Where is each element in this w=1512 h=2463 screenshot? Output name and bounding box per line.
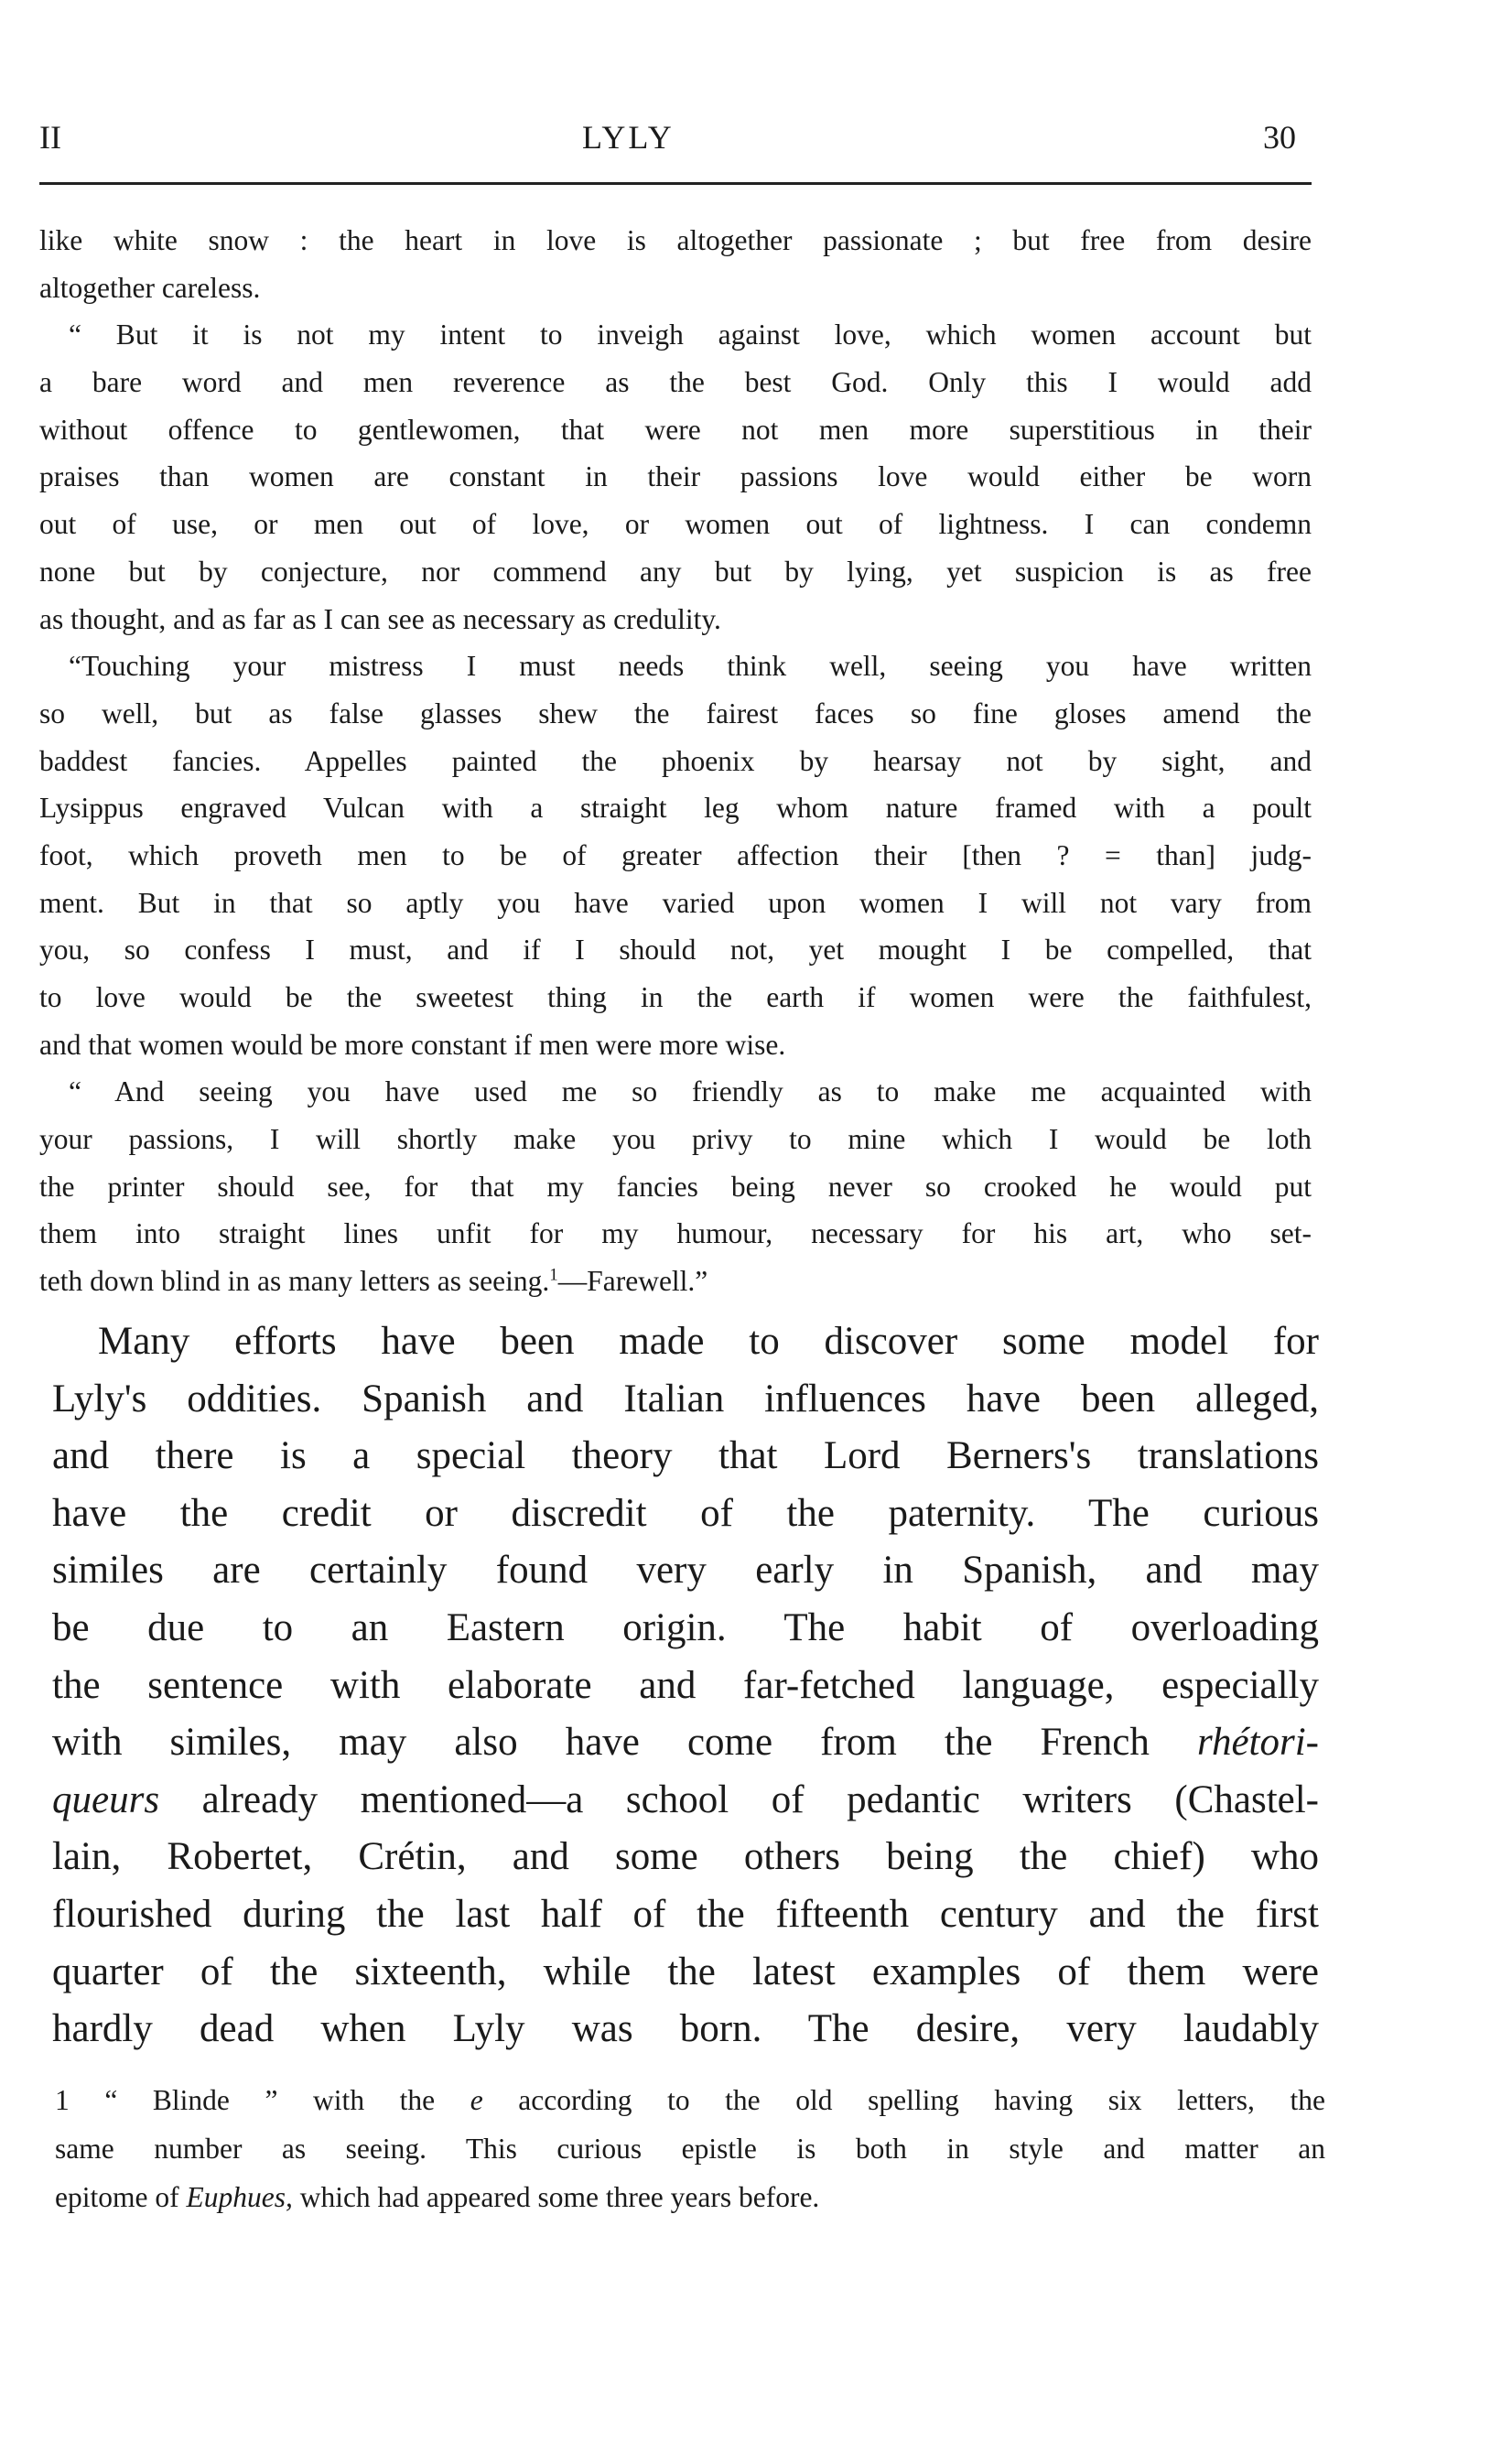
quoted-paragraph-line [39,832,1312,880]
section-number: II [39,119,61,156]
running-title: LYLY [582,119,675,156]
footnote [55,2076,1325,2221]
main-paragraph-line [52,1313,1319,1371]
text-run: ment. But in that so aptly you have varied upon women I will not vary from [39,886,1312,919]
text-run: like white snow : the heart in love is altogether passionate ; but free from desire [39,224,1312,256]
text-run: none but by conjecture, nor commend any but by lying, yet suspicion is as free [39,555,1312,588]
text-run: “ But it is not my intent to inveigh against love, which women account but [69,319,1312,351]
quoted-paragraph-line [39,926,1312,974]
quoted-paragraph-line [39,643,1312,690]
text-run: and there is a special theory that Lord Berners's translations [52,1434,1319,1478]
text-run: Lyly's oddities. Spanish and Italian influences have been alleged, [52,1377,1319,1421]
text-run: foot, which proveth men to be of greater affection their [then ? = than] judg- [39,838,1312,871]
quoted-paragraph-line [39,1163,1312,1211]
main-paragraph-line [52,1485,1319,1543]
italic-text: Euphues, [186,2181,293,2213]
text-run: to love would be the sweetest thing in the earth if women were the faithfulest, [39,981,1312,1013]
quoted-paragraph-line [39,548,1312,596]
quoted-paragraph-line [39,738,1312,785]
text-run: —Farewell.” [557,1265,708,1298]
text-run: similes are certainly found very early in Spanish, and may [52,1549,1319,1593]
text-run: and that women would be more constant if men were more wise. [39,1028,786,1061]
text-run: hardly dead when Lyly was born. The desire, very laudably [52,2007,1319,2051]
text-run: without offence to gentlewomen, that were not men more superstitious in their [39,413,1312,446]
text-run: lain, Robertet, Crétin, and some others being the chief) who [52,1835,1319,1879]
text-run: your passions, I will shortly make you privy to mine which I would be loth [39,1123,1312,1156]
main-paragraph [52,1313,1319,2058]
quoted-paragraph-line [39,1116,1312,1163]
text-run: have the credit or discredit of the paternity. The curious [52,1491,1319,1535]
quoted-paragraph-line [39,217,1312,265]
quoted-paragraph-line [39,1021,1312,1069]
footnote-line [55,2076,1325,2124]
main-paragraph-line [52,1658,1319,1715]
main-paragraph-line [52,1428,1319,1485]
main-paragraph-line [52,1829,1319,1886]
text-run: altogether careless. [39,271,261,304]
text-run: a bare word and men reverence as the best God. Only this I would add [39,366,1312,399]
text-run: quarter of the sixteenth, while the latest examples of them were [52,1950,1319,1993]
main-paragraph-line [52,1772,1319,1830]
quoted-paragraph-line [39,265,1312,312]
quoted-paragraph-line [39,974,1312,1021]
quoted-paragraph-line [39,880,1312,927]
text-run: according to the old spelling having six letters, the [482,2084,1325,2116]
text-run: the printer should see, for that my fancies being never so crooked he would put [39,1170,1312,1203]
text-run: teth down blind in as many letters as seeing. [39,1265,550,1298]
main-paragraph-line [52,1542,1319,1600]
text-run: same number as seeing. This curious epistle is both in style and matter an [55,2133,1325,2165]
quoted-paragraph-line [39,596,1312,643]
text-run: 1 “ Blinde ” with the [55,2084,470,2116]
footnote-line [55,2173,1325,2221]
text-run: already mentioned—a school of pedantic writers (Chastel- [159,1777,1319,1821]
main-paragraph-line [52,1944,1319,2002]
main-paragraph-line [52,1714,1319,1772]
italic-text: e [470,2084,483,2116]
text-run: be due to an Eastern origin. The habit of overloading [52,1605,1319,1649]
text-run: Many efforts have been made to discover some model for [98,1320,1319,1363]
text-run: Lysippus engraved Vulcan with a straight leg whom nature framed with a poult [39,792,1312,825]
quoted-paragraph-line [39,501,1312,548]
italic-text: rhétori- [1197,1721,1319,1765]
text-run: flourished during the last half of the fifteenth century and the first [52,1892,1319,1936]
text-run: epitome of [55,2181,187,2213]
main-paragraph-line [52,1600,1319,1658]
text-run: you, so confess I must, and if I should not, yet mought I be compelled, that [39,934,1312,967]
text-run: which had appeared some three years before. [292,2181,820,2213]
quoted-paragraph-line [39,1068,1312,1116]
main-paragraph-line [52,2001,1319,2058]
quoted-paragraph-line [39,784,1312,832]
footnote-line [55,2124,1325,2173]
italic-text: queurs [52,1777,160,1821]
text-run: as thought, and as far as I can see as necessary as credulity. [39,602,721,635]
quoted-paragraph-line [39,359,1312,406]
quoted-paragraph-line [39,453,1312,501]
text-run: “ And seeing you have used me so friendly as to make me acquainted with [69,1075,1312,1108]
text-run: them into straight lines unfit for my humour, necessary for his art, who set- [39,1217,1312,1250]
main-paragraph-line [52,1371,1319,1429]
quoted-paragraph-line [39,1258,1312,1305]
text-run: baddest fancies. Appelles painted the phoenix by hearsay not by sight, and [39,744,1312,777]
quoted-paragraph-line [39,690,1312,738]
text-run: praises than women are constant in their passions love would either be worn [39,460,1312,493]
text-run: “Touching your mistress I must needs think well, seeing you have written [69,650,1312,683]
quoted-paragraph-line [39,311,1312,359]
page-number: 30 [1263,119,1296,156]
text-run: out of use, or men out of love, or women out of lightness. I can condemn [39,508,1312,541]
quoted-paragraph-line [39,1210,1312,1258]
text-run: the sentence with elaborate and far-fetched language, especially [52,1663,1319,1707]
quoted-paragraph-line [39,406,1312,454]
text-run: so well, but as false glasses shew the fairest faces so fine gloses amend the [39,697,1312,729]
text-run: with similes, may also have come from the French [52,1721,1197,1765]
quoted-letter [39,217,1312,1305]
footnote-marker: 1 [549,1265,558,1285]
header-rule [39,182,1312,185]
main-paragraph-line [52,1886,1319,1944]
